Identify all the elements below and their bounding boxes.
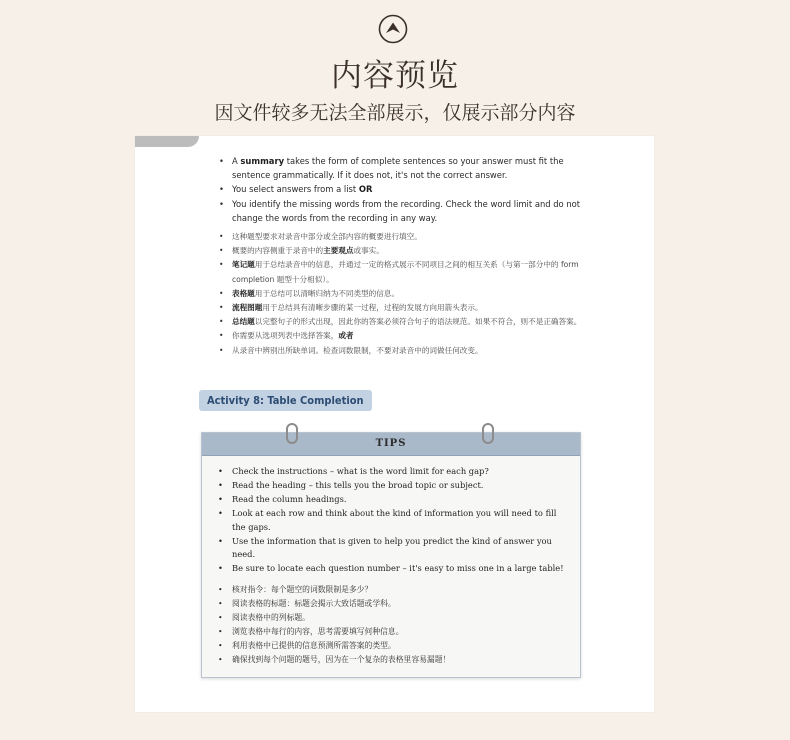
list-item: • 概要的内容侧重于录音中的主要观点或事实。: [219, 244, 589, 258]
list-item: • 确保找到每个问题的题号，因为在一个复杂的表格里容易漏题！: [218, 653, 568, 667]
corner-tab: [135, 136, 199, 147]
list-item: • Be sure to locate each question number – it's easy to miss one in a large table!: [218, 562, 568, 576]
binder-ring-left: [286, 423, 298, 444]
list-item: • You select answers from a list OR: [219, 182, 589, 196]
list-item: • 阅读表格的标题：标题会揭示大致话题或学科。: [218, 597, 568, 611]
list-item: • 表格题用于总结可以清晰归纳为不同类型的信息。: [219, 287, 589, 301]
tips-card: [201, 432, 581, 678]
list-item: • 浏览表格中每行的内容，思考需要填写何种信息。: [218, 625, 568, 639]
list-item: • Look at each row and think about the kind of information you will need to fill the gaps.: [218, 507, 568, 535]
page-subtitle: 因文件较多无法全部展示，仅展示部分内容: [214, 102, 576, 124]
list-item: • Check the instructions – what is the word limit for each gap?: [218, 465, 568, 479]
list-item: • 流程图题用于总结具有清晰步骤的某一过程，过程的发展方向用箭头表示。: [219, 301, 589, 315]
tips-title: TIPS: [202, 433, 580, 456]
list-item: • A summary takes the form of complete sentences so your answer must fit the sentence grammatically. If it does not, it's not the correct answer.: [219, 154, 589, 182]
chevron-up-circle-icon: [378, 14, 408, 44]
list-item: • Use the information that is given to help you predict the kind of answer you need.: [218, 535, 568, 563]
instruction-list: [219, 154, 589, 358]
list-item: • 利用表格中已提供的信息预测所需答案的类型。: [218, 639, 568, 653]
list-item: • 笔记题用于总结录音中的信息，并通过一定的格式展示不同项目之间的相互关系（与第一部分中的 form completion 题型十分相似）。: [219, 258, 589, 286]
list-item: • 总结题以完整句子的形式出现，因此你的答案必须符合句子的语法规范。如果不符合，则不是正确答案。: [219, 315, 589, 329]
list-item: • 从录音中辨别出所缺单词。检查词数限制，不要对录音中的词做任何改变。: [219, 344, 589, 358]
list-item: • You identify the missing words from the recording. Check the word limit and do not change the words from the recording in any way.: [219, 197, 589, 225]
page-title: 内容预览: [331, 58, 459, 94]
list-item: • 这种题型要求对录音中部分或全部内容的概要进行填空。: [219, 230, 589, 244]
list-item: • Read the column headings.: [218, 493, 568, 507]
document-preview: [135, 136, 654, 712]
tips-list: [218, 465, 568, 667]
binder-ring-right: [482, 423, 494, 444]
activity-heading: Activity 8: Table Completion: [199, 390, 372, 411]
list-item: • Read the heading – this tells you the broad topic or subject.: [218, 479, 568, 493]
list-item: • 核对指令：每个题空的词数限制是多少？: [218, 583, 568, 597]
list-item: • 你需要从选项列表中选择答案，或者: [219, 329, 589, 343]
list-item: • 阅读表格中的列标题。: [218, 611, 568, 625]
